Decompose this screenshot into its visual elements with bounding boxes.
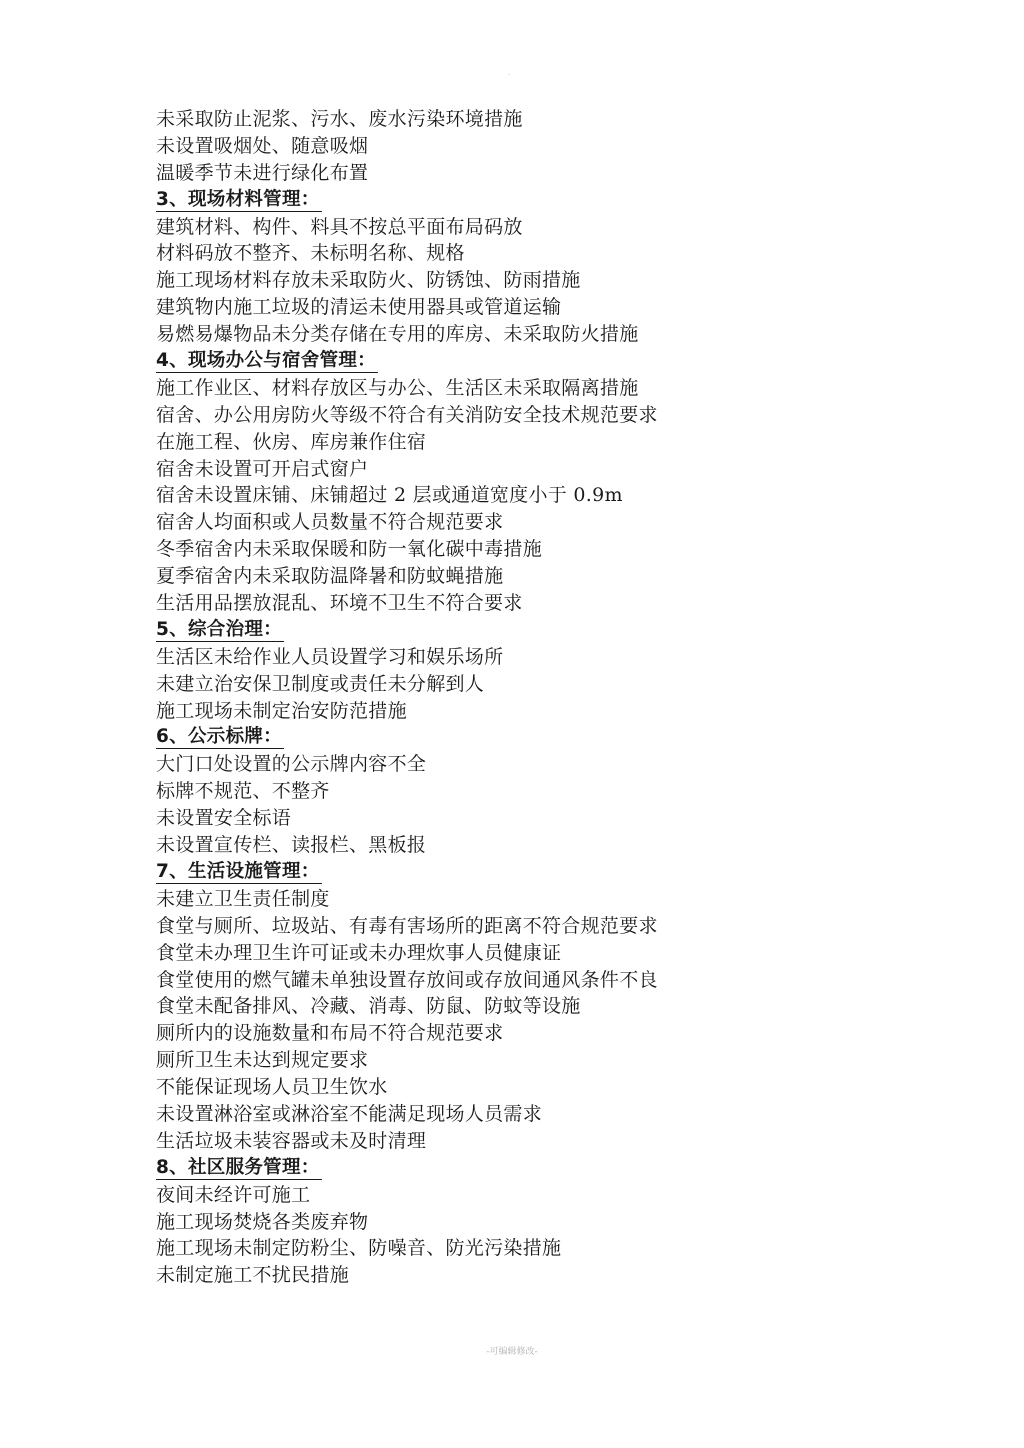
checklist-item: 建筑材料、构件、料具不按总平面布局码放 [156,215,523,238]
checklist-item: 宿舍人均面积或人员数量不符合规范要求 [156,511,504,534]
checklist-item: 宿舍未设置床铺、床铺超过 2 层或通道宽度小于 0.9m [156,484,623,507]
checklist-item: 施工现场未制定防粉尘、防噪音、防光污染措施 [156,1237,562,1260]
section-heading-text: 6、公示标牌： [156,726,282,748]
checklist-item: 未建立卫生责任制度 [156,887,330,910]
checklist-item: 施工现场未制定治安防范措施 [156,699,407,722]
section-heading-text: 5、综合治理： [156,618,282,640]
section-heading [156,348,916,375]
checklist-item: 施工现场焚烧各类废弃物 [156,1210,369,1233]
section-heading-text: 7、生活设施管理： [156,860,320,882]
checklist-item: 施工作业区、材料存放区与办公、生活区未采取隔离措施 [156,376,639,399]
checklist-item: 未设置安全标语 [156,807,292,830]
checklist-item: 标牌不规范、不整齐 [156,780,330,803]
checklist-item: 厕所卫生未达到规定要求 [156,1049,369,1072]
checklist-item: 食堂使用的燃气罐未单独设置存放间或存放间通风条件不良 [156,968,658,991]
section-heading-text: 3、现场材料管理： [156,188,320,210]
checklist-item: 生活区未给作业人员设置学习和娱乐场所 [156,645,504,668]
checklist-item: 建筑物内施工垃圾的清运未使用器具或管道运输 [156,296,562,319]
checklist-item: 未制定施工不扰民措施 [156,1264,350,1287]
checklist-item: 易燃易爆物品未分类存储在专用的库房、未采取防火措施 [156,323,639,346]
checklist-item: 未设置吸烟处、随意吸烟 [156,134,369,157]
section-heading-text: 8、社区服务管理： [156,1156,320,1178]
checklist-item: 施工现场材料存放未采取防火、防锈蚀、防雨措施 [156,269,581,292]
checklist-item: 材料码放不整齐、未标明名称、规格 [156,242,465,265]
document-body [156,106,916,1289]
section-heading [156,859,916,886]
checklist-item: 未建立治安保卫制度或责任未分解到人 [156,672,485,695]
checklist-item: 食堂未配备排风、冷藏、消毒、防鼠、防蚊等设施 [156,995,581,1018]
checklist-item: 食堂未办理卫生许可证或未办理炊事人员健康证 [156,941,562,964]
checklist-item: 未设置宣传栏、读报栏、黑板报 [156,834,427,857]
checklist-item: 食堂与厕所、垃圾站、有毒有害场所的距离不符合规范要求 [156,914,658,937]
checklist-item: 在施工程、伙房、库房兼作住宿 [156,430,427,453]
checklist-item: 生活垃圾未装容器或未及时清理 [156,1129,427,1152]
checklist-item: 温暖季节未进行绿化布置 [156,161,369,184]
checklist-item: 冬季宿舍内未采取保暖和防一氧化碳中毒措施 [156,538,543,561]
checklist-item: 夜间未经许可施工 [156,1183,311,1206]
section-heading [156,724,916,751]
checklist-item: 宿舍、办公用房防火等级不符合有关消防安全技术规范要求 [156,403,658,426]
checklist-item: 厕所内的设施数量和布局不符合规范要求 [156,1022,504,1045]
checklist-item: 不能保证现场人员卫生饮水 [156,1076,388,1099]
checklist-item: 未采取防止泥浆、污水、废水污染环境措施 [156,108,523,130]
checklist-item: 未设置淋浴室或淋浴室不能满足现场人员需求 [156,1102,543,1125]
checklist-item: 生活用品摆放混乱、环境不卫生不符合要求 [156,592,523,615]
section-heading [156,187,916,214]
header-mark: . [508,68,511,77]
section-heading [156,617,916,644]
page-footer: -可编辑修改- [486,1347,538,1357]
section-heading [156,1155,916,1182]
checklist-item: 大门口处设置的公示牌内容不全 [156,753,427,776]
section-heading-text: 4、现场办公与宿舍管理： [156,350,376,372]
checklist-item: 宿舍未设置可开启式窗户 [156,457,369,480]
checklist-item: 夏季宿舍内未采取防温降暑和防蚊蝇措施 [156,565,504,588]
